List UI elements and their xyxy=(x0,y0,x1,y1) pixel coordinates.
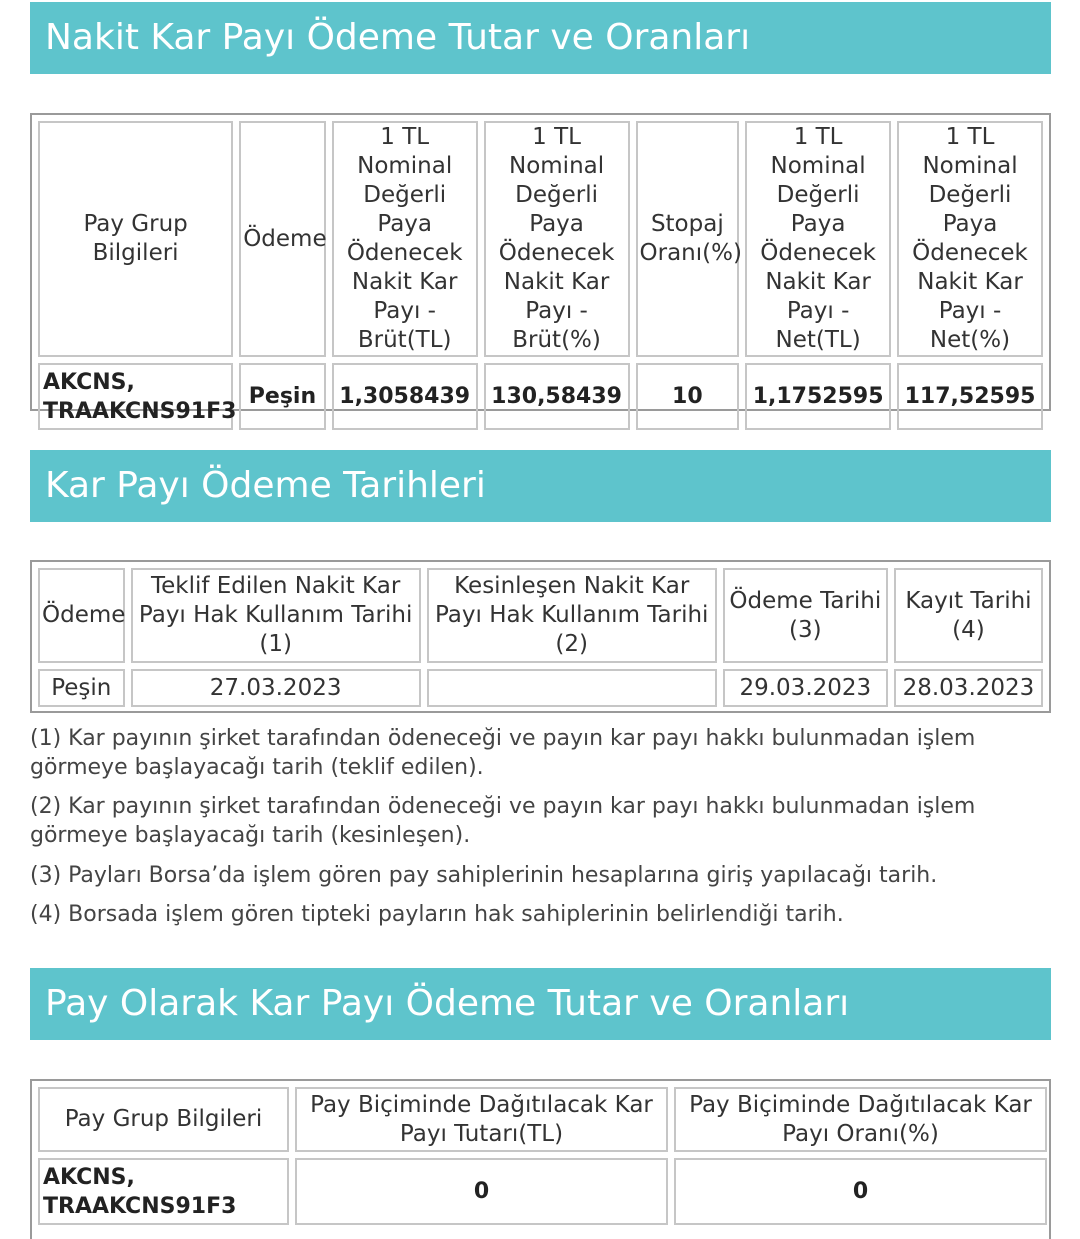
column-header-gross-tl: 1 TL Nominal Değerli Paya Ödenecek Nakit Kar Payı - Brüt(TL) xyxy=(332,121,478,357)
column-header-payment: Ödeme xyxy=(239,121,326,357)
cash-dividend-table xyxy=(30,113,1051,424)
group-isin: TRAAKCNS91F3 xyxy=(43,398,237,424)
cell-gross-tl: 1,3058439 xyxy=(332,363,478,430)
cell-withholding: 10 xyxy=(636,363,740,430)
column-header-record-date: Kayıt Tarihi (4) xyxy=(894,568,1043,663)
cell-record-date: 28.03.2023 xyxy=(894,669,1043,707)
column-header-withholding: Stopaj Oranı(%) xyxy=(636,121,740,357)
table-header-row xyxy=(38,121,1043,357)
dividend-dates-table xyxy=(30,560,1051,713)
table-row xyxy=(38,1158,1047,1225)
cell-group xyxy=(38,363,237,430)
footnote-2: (2) Kar payının şirket tarafından ödeneceği ve payın kar payı hakkı bulunmadan işlem görmeye başlayacağı tarih (kesinleşen). xyxy=(30,794,976,848)
column-header-net-tl: 1 TL Nominal Değerli Paya Ödenecek Nakit Kar Payı - Net(TL) xyxy=(745,121,891,357)
column-header-amount-tl: Pay Biçiminde Dağıtılacak Kar Payı Tutarı(TL) xyxy=(295,1087,668,1152)
cell-final-date xyxy=(427,669,717,707)
stock-dividend-table xyxy=(30,1079,1051,1239)
table-row xyxy=(38,669,1043,707)
column-header-payment-date: Ödeme Tarihi (3) xyxy=(723,568,888,663)
table-header-row xyxy=(38,568,1043,663)
column-header-ratio-pct: Pay Biçiminde Dağıtılacak Kar Payı Oranı(%) xyxy=(674,1087,1047,1152)
section-title-dates: Kar Payı Ödeme Tarihleri xyxy=(30,450,1051,522)
table-header-row xyxy=(38,1087,1047,1152)
cell-net-pct: 117,52595 xyxy=(897,363,1043,430)
column-header-final-date: Kesinleşen Nakit Kar Payı Hak Kullanım Tarihi (2) xyxy=(427,568,717,663)
column-header-proposed-date: Teklif Edilen Nakit Kar Payı Hak Kullanım Tarihi (1) xyxy=(131,568,421,663)
cell-ratio-pct: 0 xyxy=(674,1158,1047,1225)
cell-payment: Peşin xyxy=(38,669,125,707)
cell-amount-tl: 0 xyxy=(295,1158,668,1225)
group-isin: TRAAKCNS91F3 xyxy=(43,1193,237,1219)
section-title-stock-dividend: Pay Olarak Kar Payı Ödeme Tutar ve Oranları xyxy=(30,968,1051,1040)
footnote-3: (3) Payları Borsa’da işlem gören pay sahiplerinin hesaplarına giriş yapılacağı tarih. xyxy=(30,863,938,888)
group-code: AKCNS, xyxy=(43,369,135,395)
cell-net-tl: 1,1752595 xyxy=(745,363,891,430)
cell-gross-pct: 130,58439 xyxy=(484,363,630,430)
group-code: AKCNS, xyxy=(43,1164,135,1190)
section-title-cash-dividend: Nakit Kar Payı Ödeme Tutar ve Oranları xyxy=(30,2,1051,74)
column-header-net-pct: 1 TL Nominal Değerli Paya Ödenecek Nakit Kar Payı - Net(%) xyxy=(897,121,1043,357)
cell-payment-date: 29.03.2023 xyxy=(723,669,888,707)
cell-proposed-date: 27.03.2023 xyxy=(131,669,421,707)
column-header-payment: Ödeme xyxy=(38,568,125,663)
column-header-group: Pay Grup Bilgileri xyxy=(38,1087,289,1152)
cell-payment: Peşin xyxy=(239,363,326,430)
table-row xyxy=(38,363,1043,430)
column-header-group: Pay Grup Bilgileri xyxy=(38,121,233,357)
cell-group xyxy=(38,1158,289,1225)
footnote-1: (1) Kar payının şirket tarafından ödeneceği ve payın kar payı hakkı bulunmadan işlem görmeye başlayacağı tarih (teklif edilen). xyxy=(30,726,976,780)
column-header-gross-pct: 1 TL Nominal Değerli Paya Ödenecek Nakit Kar Payı - Brüt(%) xyxy=(484,121,630,357)
footnote-4: (4) Borsada işlem gören tipteki payların hak sahiplerinin belirlendiği tarih. xyxy=(30,902,844,927)
